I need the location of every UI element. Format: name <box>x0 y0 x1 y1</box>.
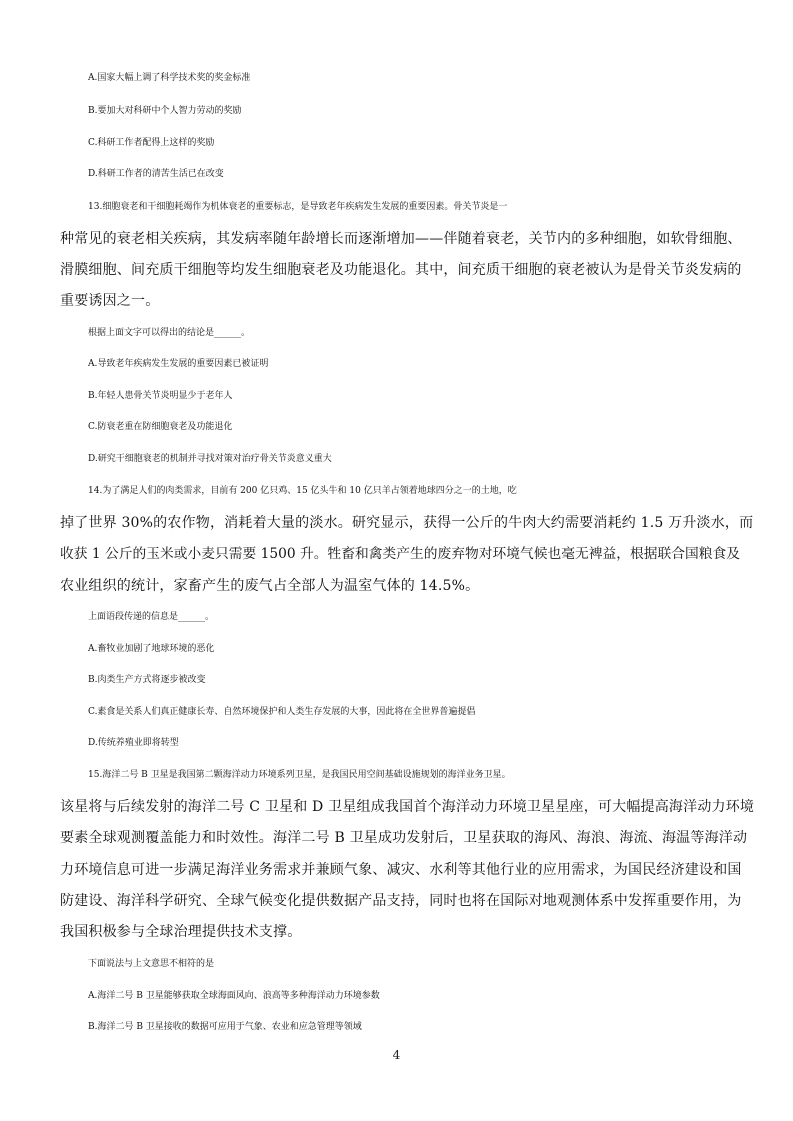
q14-option-a: A.畜牧业加剧了地球环境的恶化 <box>88 644 215 654</box>
q12-option-c: C.科研工作者配得上这样的奖励 <box>88 138 215 148</box>
q13-question: 根据上面文字可以得出的结论是______。 <box>88 328 251 338</box>
q13-passage-line: 重要诱因之一。 <box>60 293 160 309</box>
q15-passage-line: 力环境信息可进一步满足海洋业务需求并兼顾气象、减灾、水利等其他行业的应用需求，为国民经济建设和国 <box>60 862 742 878</box>
q12-option-a: A.国家大幅上调了科学技术奖的奖金标准 <box>88 73 251 83</box>
q13-option-b: B.年轻人患骨关节炎明显少于老年人 <box>88 391 233 401</box>
q15-passage-line: 要素全球观测覆盖能力和时效性。海洋二号 B 卫星成功发射后，卫星获取的海风、海浪、海流、海温等海洋动 <box>60 830 748 846</box>
q14-option-c: C.素食是关系人们真正健康长寿、自然环境保护和人类生存发展的大事，因此将在全世界普遍提倡 <box>88 707 476 717</box>
q15-option-b: B.海洋二号 B 卫星接收的数据可应用于气象、农业和应急管理等领域 <box>88 1022 362 1032</box>
q12-option-b: B.要加大对科研中个人智力劳动的奖励 <box>88 106 242 116</box>
q15-question: 下面说法与上文意思不相符的是 <box>88 959 215 969</box>
q13-passage-line: 滑膜细胞、间充质干细胞等均发生细胞衰老及功能退化。其中，间充质干细胞的衰老被认为是骨关节炎发病的 <box>60 262 742 278</box>
q14-option-d: D.传统养殖业即将转型 <box>88 738 179 748</box>
q13-option-c: C.防衰老重在防细胞衰老及功能退化 <box>88 422 233 432</box>
q13-passage-line: 13.细胞衰老和干细胞耗竭作为机体衰老的重要标志，是导致老年疾病发生发展的重要因素。骨关节炎是一 <box>88 202 508 212</box>
q14-passage-line: 收获 1 公斤的玉米或小麦只需要 1500 升。牲畜和禽类产生的废弃物对环境气候也毫无裨益，根据联合国粮食及 <box>60 546 740 562</box>
q15-passage-line: 我国积极参与全球治理提供技术支撑。 <box>60 924 302 940</box>
q15-passage-line: 15.海洋二号 B 卫星是我国第二颗海洋动力环境系列卫星，是我国民用空间基础设施规划的海洋业务卫星。 <box>88 770 511 780</box>
q12-option-d: D.科研工作者的清苦生活已在改变 <box>88 169 224 179</box>
q15-option-a: A.海洋二号 B 卫星能够获取全球海面风向、浪高等多种海洋动力环境参数 <box>88 991 380 1001</box>
q15-passage-line: 该星将与后续发射的海洋二号 C 卫星和 D 卫星组成我国首个海洋动力环境卫星星座，可大幅提高海洋动力环境 <box>60 799 755 815</box>
q15-passage-line: 防建设、海洋科学研究、全球气候变化提供数据产品支持，同时也将在国际对地观测体系中发挥重要作用，为 <box>60 893 742 909</box>
q14-passage-line: 农业组织的统计，家畜产生的废气占全部人为温室气体的 14.5%。 <box>60 578 480 594</box>
page-number: 4 <box>392 1048 401 1062</box>
q14-passage-line: 掉了世界 30%的农作物，消耗着大量的淡水。研究显示，获得一公斤的牛肉大约需要消耗约 1.5 万升淡水，而 <box>60 515 754 531</box>
q13-passage-line: 种常见的衰老相关疾病，其发病率随年龄增长而逐渐增加——伴随着衰老，关节内的多种细胞，如软骨细胞、 <box>60 231 742 247</box>
q13-option-a: A.导致老年疾病发生发展的重要因素已被证明 <box>88 359 269 369</box>
q14-question: 上面语段传递的信息是______。 <box>88 612 215 622</box>
q14-passage-line: 14.为了满足人们的肉类需求，目前有 200 亿只鸡、15 亿头牛和 10 亿只羊占领着地球四分之一的土地，吃 <box>88 486 517 496</box>
q13-option-d: D.研究干细胞衰老的机制并寻找对策对治疗骨关节炎意义重大 <box>88 454 332 464</box>
q14-option-b: B.肉类生产方式将逐步被改变 <box>88 675 206 685</box>
